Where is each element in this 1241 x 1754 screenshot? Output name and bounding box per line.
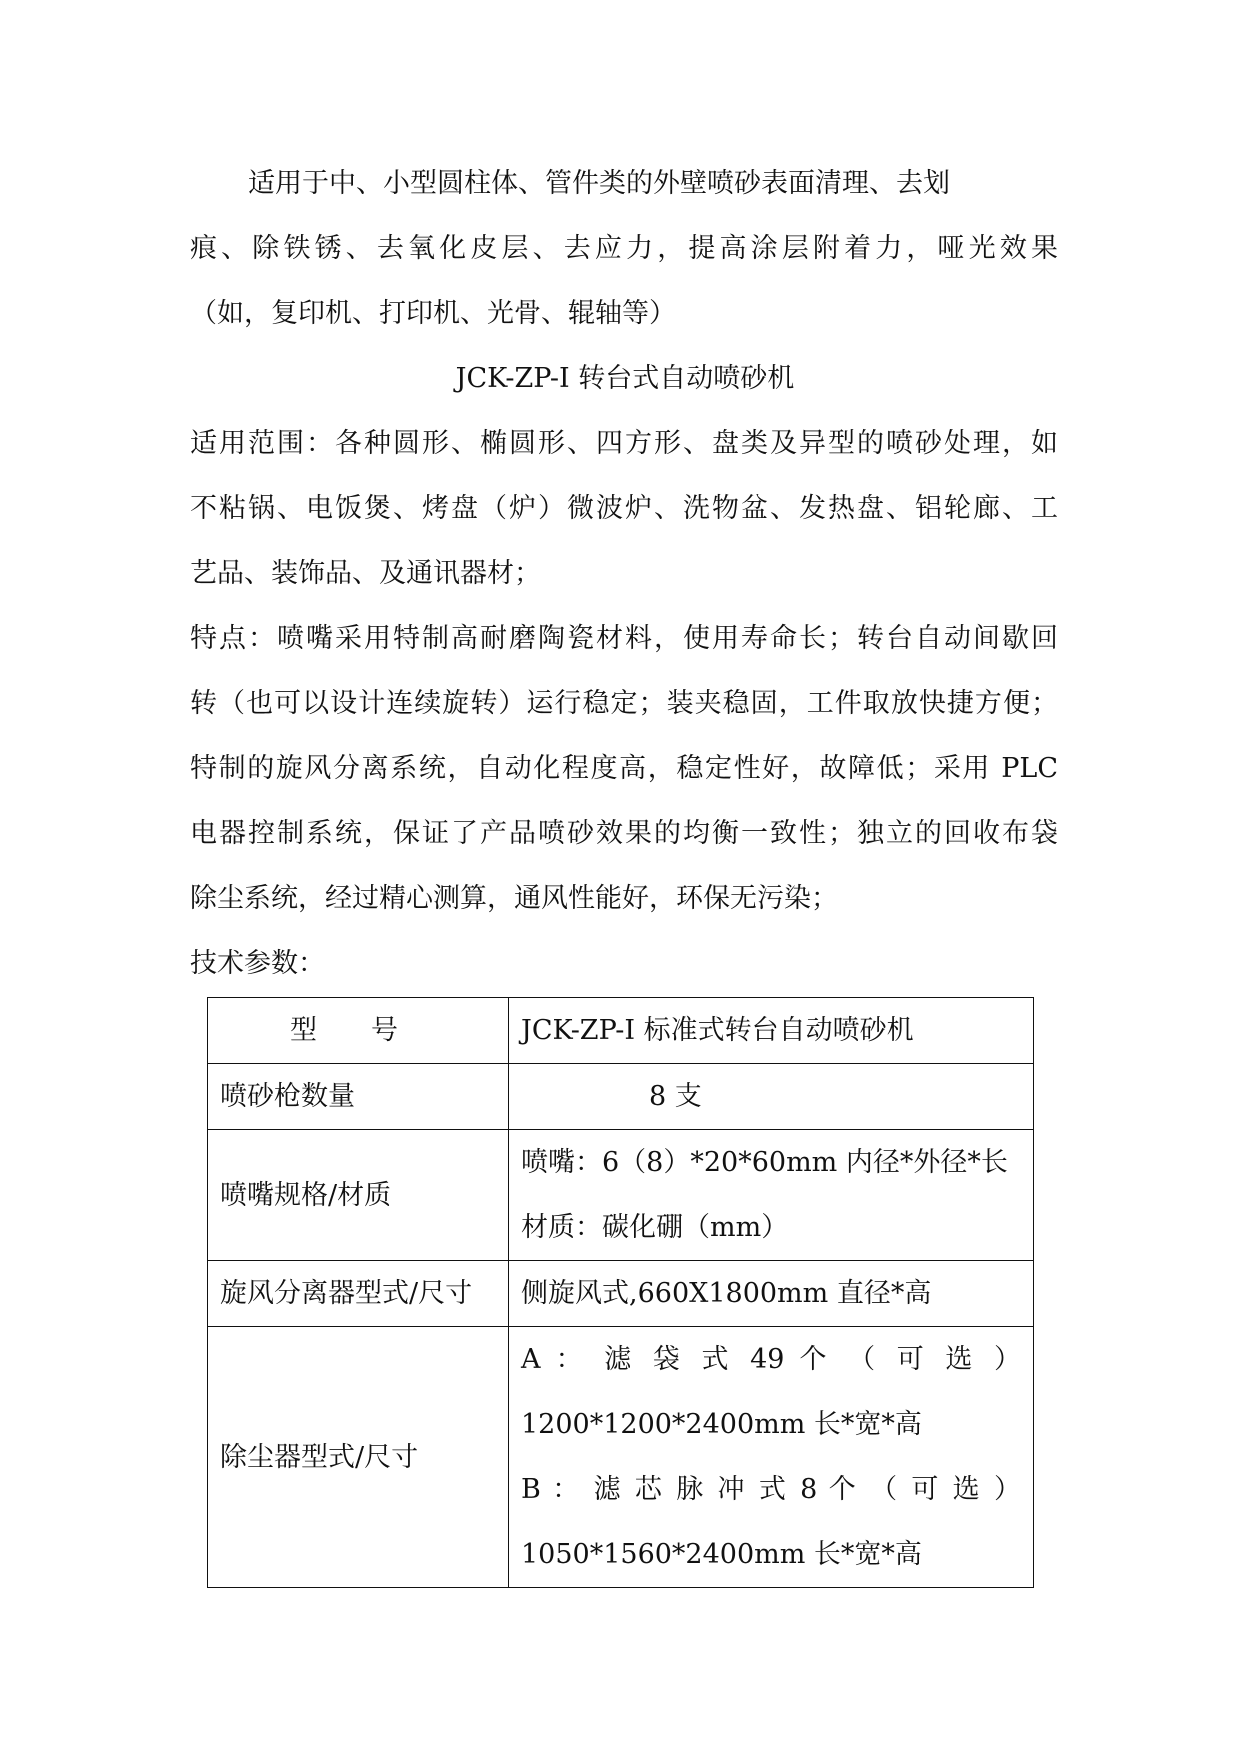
features-line-4: 电器控制系统，保证了产品喷砂效果的均衡一致性；独立的回收布袋	[190, 818, 1058, 849]
scope-line-3: 艺品、装饰品、及通讯器材；	[190, 558, 541, 589]
scope-line-2: 不粘锅、电饭煲、烤盘（炉）微波炉、洗物盆、发热盘、铝轮廊、工	[190, 493, 1058, 524]
features-line-3: 特制的旋风分离系统，自动化程度高，稳定性好，故障低；采用 PLC	[190, 753, 1058, 784]
features-line-2: 转（也可以设计连续旋转）运行稳定；装夹稳固，工件取放快捷方便；	[190, 688, 1058, 719]
param-label: 喷砂枪数量	[208, 1064, 509, 1130]
product-title: JCK-ZP-I 转台式自动喷砂机	[455, 363, 795, 394]
param-label: 除尘器型式/尺寸	[208, 1327, 509, 1588]
table-row	[208, 998, 1034, 1064]
table-row	[208, 1327, 1034, 1588]
table-row	[208, 1130, 1034, 1261]
param-value: JCK-ZP-I 标准式转台自动喷砂机	[509, 998, 1034, 1064]
scope-line-1: 适用范围：各种圆形、椭圆形、四方形、盘类及异型的喷砂处理，如	[190, 428, 1058, 459]
intro-line-1: 适用于中、小型圆柱体、管件类的外壁喷砂表面清理、去划	[248, 168, 950, 199]
param-value: 侧旋风式,660X1800mm 直径*高	[509, 1261, 1034, 1327]
features-line-1: 特点：喷嘴采用特制高耐磨陶瓷材料，使用寿命长；转台自动间歇回	[190, 623, 1058, 654]
tech-params-table	[207, 997, 1034, 1588]
param-label: 旋风分离器型式/尺寸	[208, 1261, 509, 1327]
intro-line-2: 痕、除铁锈、去氧化皮层、去应力，提高涂层附着力，哑光效果	[190, 233, 1058, 264]
table-row	[208, 1261, 1034, 1327]
param-label: 型 号	[208, 998, 509, 1064]
table-row	[208, 1064, 1034, 1130]
param-value: 8 支	[509, 1064, 1034, 1130]
intro-line-3: （如，复印机、打印机、光骨、辊轴等）	[190, 298, 676, 329]
param-value: A ： 滤 袋 式 49 个 （ 可 选 ） 1200*1200*2400mm 长*宽*高 B ： 滤 芯 脉 冲 式 8 个 （ 可 选 ） 1050*1560*2400mm 长*宽*高	[509, 1327, 1034, 1588]
param-label: 喷嘴规格/材质	[208, 1130, 509, 1261]
features-line-5: 除尘系统，经过精心测算，通风性能好，环保无污染；	[190, 883, 838, 914]
tech-heading: 技术参数：	[190, 948, 325, 979]
param-value: 喷嘴：6（8）*20*60mm 内径*外径*长 材质：碳化硼（mm）	[509, 1130, 1034, 1261]
